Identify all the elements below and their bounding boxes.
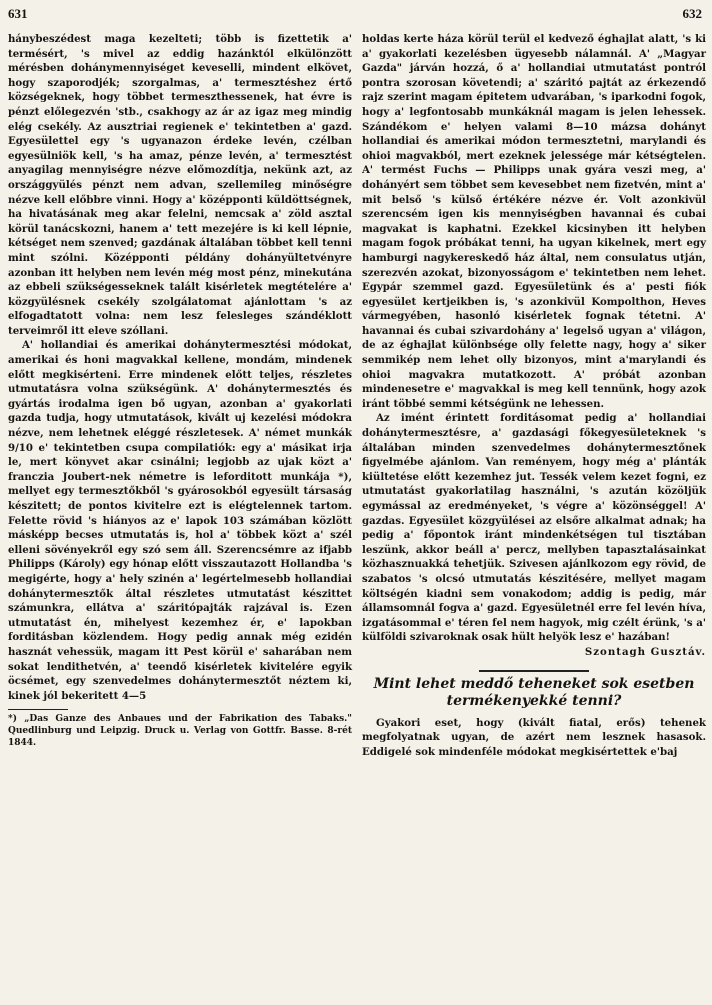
left-paragraph-2: A' hollandiai és amerikai dohánytermesztési módokat, amerikai és honi magvakkal kellene, mondám, mindenek előtt megkisérteni. Erre mindenek előtt teljes, részletes utmutatásra volna szükségünk. A' dohánytermesztés és gyártás irodalma igen bő ugyan, azonban a' gyakorlati gazda tudja, hogy utmutatások, kivált uj kezelési módokra nézve, nem lehetnek eléggé részletesek. A' német munkák 9/10 e' tekintetben csupa compilatiók: egy a' másikat irja le, mert könyvet akar csinálni; legjobb az ujak közt a' franczia Joubert-nek németre is leforditott munkája *), mellyet egy termesztőkből 's gyárosokból egyesült társaság készitett; de pontos kivitelre ezt is elégtelennek tartom. Felette rövid 's hiányos az e' lapok 103 számában közlött másképp becses utmutatás is, hol a' többek közt a' szél elleni sövényekről egy szó sem áll. Szerencsémre az ifjabb Philipps (Károly) egy hónap előtt visszautazott Hollandba 's megigérte, hogy a' hely szinén a' legértelmesebb hollandiai dohánytermesztők által részletes utmutatást készittet számunkra, ellátva a' száritópajták rajzával is. Ezen utmutatást én, mihelyest kezemhez ér, e' lapokban forditásban közlendem. Hogy pedig annak még ezidén hasznát vehessük, magam itt Pest körül e' saharában nem sokat lendithetvén, a' teendő kisérletek kivitelére egyik öcsémet, egy szenvedelmes dohánytermesztőt néztem ki, kinek jól bekeritett 4—5 bbox=[8, 339, 352, 702]
right-paragraph-3: Gyakori eset, hogy (kivált fiatal, erős) tehenek megfolyatnak ugyan, de azért nem lesznek hasasok. Eddigelé sok mindenféle módokat megkisértettek e'baj bbox=[362, 716, 706, 758]
footnote: *) „Das Ganze des Anbaues und der Fabrikation des Tabaks." Quedlinburg und Leipzig. Druck u. Verlag von Gottfr. Basse. 8-rét 1844. bbox=[8, 714, 352, 749]
left-paragraph-1: hánybeszédest maga kezelteti; több is fizettetik a' termésért, 's mivel az eddig hazánktól elkülönzött mérésben dohánymennyiséget keveselli, mindent elkövet, hogy szaporodjék; szorgalmas, a' termesztéshez értő községeknek, hogy többet termeszthessenek, hat évre is pénzt előlegezvén 'stb., csakhogy az ár az igaz meg mindig elég csekély. Az ausztriai regienek e' tekintetben a' gazd. Egyesülettel egy 's ugyanazon érdeke levén, czélban egyesülniök kell, 's ha amaz, pénze levén, a' termesztést anyagilag mennyiségre nézve előmozdítja, nekünk azt, az országgyülés pénzt nem advan, szellemileg minőségre nézve kell előbbre vinni. Hogy a' középponti küldöttségnek, ha hivatásának meg akar felelni, nemcsak a' zöld asztal körül tanácskozni, hanem a' tett mezejére is ki kell lépnie, kétséget nem szenved; gazdának általában többet kell tenni mint szólni. Középponti példány dohányültetvényre azonban itt helyben nem levén még most pénz, minekutána az ebbeli szükségesseknek talált kisérletek megtételére a' közgyülésnek csekély szolgálatomat ajánlottam 's az elfogadtatott volna: nem lesz felesleges szándéklott terveimről itt eleve szóllani. bbox=[8, 33, 352, 337]
left-column bbox=[8, 32, 352, 749]
right-column bbox=[362, 32, 706, 759]
article-heading: Mint lehet meddő teheneket sok esetben termékenyekké tenni? bbox=[373, 675, 695, 709]
signature: Szontagh Gusztáv. bbox=[584, 645, 706, 658]
page-number-right: 632 bbox=[682, 6, 702, 21]
right-paragraph-1: holdas kerte háza körül terül el kedvező éghajlat alatt, 's ki a' gyakorlati kezelésben ügyesebb nálamnál. A' „Magyar Gazda" járván hozzá, ő a' hollandiai utmutatást pontról pontra szorosan követendi; a' száritó pajtát az érkezendő rajz szerint magam épitetem udvarában, 's iparkodni fogok, hogy a' legfontosabb munkáknál magam is jelen lehessek. Szándékom e' helyen valami 8—10 mázsa dohányt hollandiai és amerikai módon termesztetni, marylandi és ohioi magvakból, mert ezeknek jelessége már kétségtelen. A' termést Fuchs — Philipps unak gyára veszi meg, a' dohányért sem többet sem kevesebbet nem fizetvén, mint a' mit belső 's külső értékére nézve ér. Volt azonkivül szerencsém igen kis mennyiségben havannai és cubai magvakat is kaphatni. Ezekkel kicsinyben itt helyben magam fogok próbákat tenni, ha ugyan kikelnek, mert egy hamburgi nagykereskedő ház által, nem consulatus utján, szerezvén azokat, bizonyosságom e' tekintetben nem lehet. Egypár szemmel gazd. Egyesületünk és a' pesti fiók egyesület kertjeikben is, 's azonkivül Kompolthon, Heves vármegyében, hasonló kisérletek fognak tétetni. A' havannai és cubai szivardohány a' legelső ugyan a' világon, de az éghajlat különbsége olly felette nagy, hogy a' siker semmikép nem lehet olly bizonyos, mint a'marylandi és ohioi magvakra mutatkozott. A' próbát azonban mindenesetre e' magvakkal is meg kell tennünk, hogy azok iránt többé semmi kétségünk ne lehessen. bbox=[362, 33, 706, 410]
right-paragraph-2: Az imént érintett forditásomat pedig a' hollandiai dohánytermesztésre, a' gazdasági főkegyesületeknek 's általában minden szenvedelmes dohánytermesztőnek figyelmébe ajánlom. Van reményem, hogy még a' plánták kiültetése előtt kezemhez jut. Tessék velem kezet fogni, ez utmutatást gyakorlatilag használni, 's azután közöljük egymással az eredményeket, 's végre a' közönséggel! A' gazdas. Egyesület közgyülései az elsőre alkalmat adnak; ha pedig a' főpontok iránt mindenkétségen tul tisztában leszünk, akkor beáll a' percz, mellyben tapasztalásainkat közhasznuakká tehetjük. Szivesen ajánlkozom egy rövid, de szabatos 's olcsó utmutatás készitésére, mellyet magam költségén kiadni sem vonakodom; addig is pedig, már államsomnál fogva a' gazd. Egyesületnél erre fel levén híva, izgatásommal e' téren fel nem hagyok, mig czélt érünk, 's a' külföldi szivaroknak osak hült helyök lesz e' hazában! bbox=[362, 412, 706, 644]
section-divider bbox=[479, 670, 589, 672]
page-number-left: 631 bbox=[8, 6, 28, 21]
footnote-divider bbox=[8, 709, 68, 710]
